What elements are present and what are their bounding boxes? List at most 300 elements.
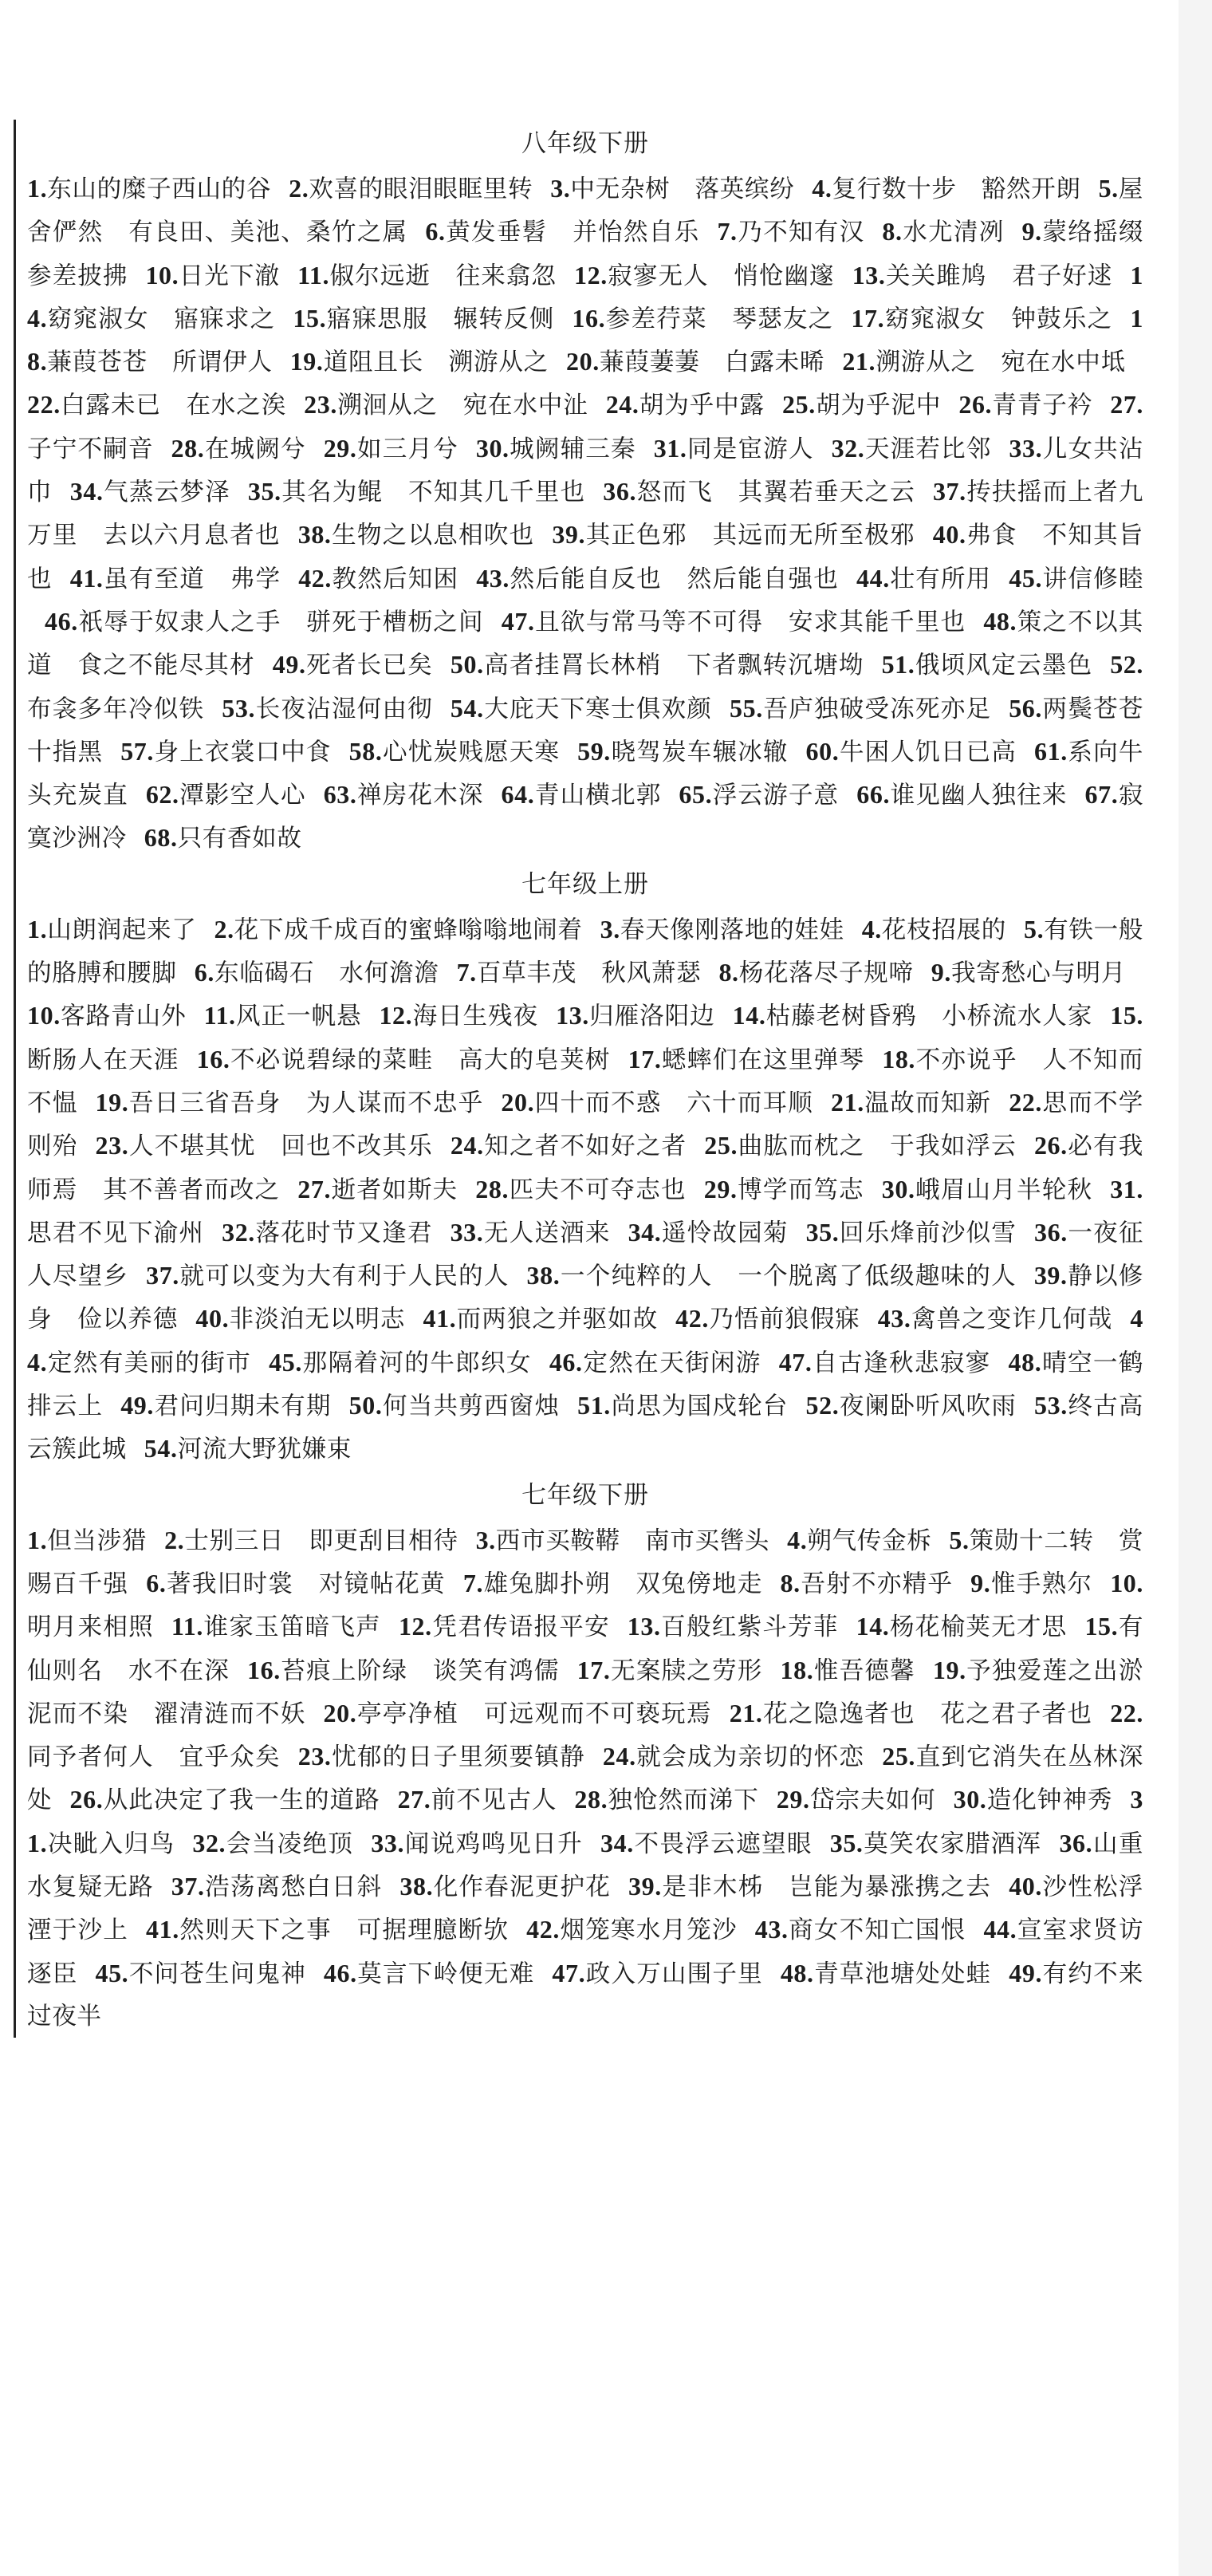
answer-item — [574, 262, 835, 290]
answer-item — [146, 1916, 509, 1944]
answer-text: 杨花榆荚无才思 — [889, 1613, 1068, 1642]
answer-text: 只有香如故 — [177, 825, 302, 853]
answer-text: 山重水复疑无路 — [27, 1830, 1144, 1901]
answer-item — [852, 262, 1113, 290]
answer-number: 37. — [146, 1261, 179, 1290]
answer-number: 49. — [120, 1391, 154, 1420]
answer-number: 12. — [398, 1612, 432, 1641]
answer-number: 25. — [782, 390, 816, 419]
answer-item — [463, 1570, 763, 1598]
answer-text: 逝者如斯夫 — [331, 1176, 458, 1204]
answer-text: 晴空一鹤排云上 — [27, 1349, 1143, 1421]
answer-text: 在城阙兮 — [204, 435, 306, 463]
answer-number: 35. — [247, 477, 281, 506]
answer-text: 不亦说乎 人不知而不愠 — [27, 1046, 1143, 1117]
answer-item — [556, 1002, 715, 1030]
answer-text: 山朗润起来了 — [47, 916, 197, 944]
answer-number: 25. — [704, 1131, 738, 1160]
answer-number: 24. — [602, 1742, 636, 1771]
answer-number: 51. — [577, 1391, 611, 1420]
answer-item — [781, 1657, 915, 1685]
answer-number: 5. — [1098, 174, 1119, 203]
answer-item — [501, 1089, 813, 1117]
answer-item — [197, 1046, 611, 1074]
answer-text: 参差荇菜 琴瑟友之 — [605, 305, 834, 333]
answer-item — [371, 1830, 583, 1858]
answer-number: 39. — [552, 520, 586, 549]
answer-text: 儿女共沾巾 — [27, 435, 1144, 507]
answer-text: 客路青山外 — [60, 1002, 187, 1031]
answer-item — [628, 1219, 789, 1247]
answer-number: 1. — [27, 174, 48, 203]
answer-number: 68. — [144, 823, 178, 853]
answer-item — [145, 262, 280, 290]
answer-text: 商女不知亡国恨 — [788, 1916, 966, 1945]
answer-text: 窈窕淑女 寤寐求之 — [47, 305, 276, 333]
answer-text: 且欲与常马等不可得 安求其能千里也 — [534, 608, 966, 636]
answer-text: 然则天下之事 可据理臆断欤 — [179, 1916, 510, 1945]
answer-number: 37. — [171, 1871, 205, 1900]
answer-number: 5. — [1023, 914, 1045, 943]
answer-item — [628, 1046, 865, 1074]
answer-number: 13. — [556, 1001, 589, 1030]
answer-text: 士别三日 即更刮目相待 — [184, 1526, 458, 1555]
answer-number: 15. — [293, 303, 327, 333]
answer-text: 不必说碧绿的菜畦 高大的皂荚树 — [230, 1046, 611, 1074]
answer-text: 予独爱莲之出淤泥而不染 濯清涟而不妖 — [27, 1656, 1143, 1728]
answer-text: 但当涉猎 — [47, 1526, 148, 1555]
answer-number: 9. — [931, 958, 951, 987]
answer-item — [171, 1873, 383, 1901]
answer-text: 会当凌绝顶 — [226, 1830, 354, 1858]
answer-item — [1009, 565, 1143, 593]
answer-number: 10. — [1110, 1568, 1144, 1597]
answer-number: 21. — [842, 347, 876, 376]
answer-number: 22. — [1009, 1087, 1042, 1117]
answer-text: 那隔着河的牛郎织女 — [301, 1349, 532, 1377]
answer-number: 42. — [675, 1304, 709, 1333]
answer-text: 死者长已矣 — [305, 652, 433, 680]
answer-text: 高者挂罥长林梢 下者飘转沉塘坳 — [483, 652, 864, 680]
answer-text: 气蒸云梦泽 — [103, 479, 230, 507]
answer-text: 尚思为国戍轮台 — [610, 1392, 789, 1421]
answer-number: 6. — [194, 958, 214, 987]
answer-item — [958, 392, 1092, 419]
answer-item — [675, 1306, 860, 1333]
answer-item — [954, 1786, 1113, 1814]
answer-item — [222, 1219, 432, 1247]
answer-item — [297, 1176, 458, 1204]
answer-number: 29. — [323, 433, 357, 463]
answer-number: 18. — [780, 1655, 814, 1684]
answer-text: 壮有所用 — [889, 565, 992, 593]
answer-item — [577, 736, 789, 766]
answer-item — [45, 606, 484, 636]
answer-item — [574, 1786, 758, 1814]
answer-number: 53. — [1034, 1391, 1068, 1420]
answer-number: 31. — [653, 433, 687, 463]
answer-text: 其正色邪 其远而无所至极邪 — [585, 522, 915, 550]
answer-number: 39. — [628, 1871, 662, 1900]
answer-item — [527, 1262, 1017, 1290]
answer-text: 政入万山围子里 — [585, 1960, 763, 1988]
answer-text: 断肠人在天涯 — [27, 1046, 179, 1074]
answer-number: 18. — [27, 303, 1143, 376]
answer-number: 18. — [882, 1044, 916, 1073]
answer-number: 26. — [1033, 1131, 1068, 1160]
answer-number: 9. — [1021, 217, 1042, 246]
answer-text: 河流大野犹嫌束 — [177, 1436, 352, 1464]
answer-item — [730, 1700, 1092, 1728]
answer-text: 不畏浮云遮望眼 — [633, 1830, 813, 1858]
answer-item — [812, 175, 1080, 203]
answer-item — [842, 349, 1126, 376]
answer-item — [805, 736, 1017, 766]
answer-text: 教然后知困 — [332, 565, 459, 593]
answer-item — [882, 652, 1093, 679]
answer-number: 41. — [423, 1304, 457, 1333]
answer-item — [603, 1743, 864, 1771]
answer-number: 23. — [304, 390, 337, 419]
answer-item — [298, 522, 535, 549]
answer-number: 25. — [882, 1742, 916, 1771]
answer-text: 抟扶摇而上者九万里 去以六月息者也 — [27, 479, 1144, 550]
answer-number: 19. — [95, 1087, 129, 1117]
answer-text: 花枝招展的 — [881, 916, 1006, 944]
answer-item — [293, 305, 554, 333]
answer-text: 西市买鞍鞯 南市买辔头 — [495, 1526, 770, 1555]
answer-text: 禅房花木深 — [356, 782, 484, 810]
answer-item — [120, 736, 332, 766]
answer-item — [572, 305, 833, 333]
answer-text: 乃悟前狼假寐 — [708, 1306, 860, 1334]
answer-item — [782, 392, 941, 419]
answer-number: 17. — [576, 1655, 611, 1684]
answer-number: 58. — [348, 736, 383, 766]
answer-text: 峨眉山月半轮秋 — [915, 1176, 1093, 1204]
answer-text: 必有我师焉 其不善者而改之 — [27, 1132, 1144, 1204]
answer-text: 浮云游子意 — [712, 782, 840, 810]
answer-text: 朔气传金柝 — [807, 1526, 932, 1555]
answer-item — [526, 1916, 738, 1944]
answer-text: 知之者不如好之者 — [483, 1132, 687, 1161]
answer-number: 30. — [881, 1174, 915, 1203]
answer-number: 45. — [1009, 563, 1043, 593]
answer-text: 有仙则名 水不在深 — [27, 1613, 1144, 1685]
answer-item — [297, 262, 557, 290]
answer-number: 26. — [69, 1785, 104, 1814]
answer-item — [171, 435, 306, 463]
answer-text: 我寄愁心与明月 — [950, 959, 1127, 988]
answer-number: 54. — [144, 1434, 178, 1463]
answer-text: 溯游从之 宛在水中坻 — [876, 349, 1127, 377]
answer-text: 虽有至道 弗学 — [103, 565, 281, 593]
answer-number: 46. — [549, 1347, 583, 1377]
answer-text: 子宁不嗣音 — [27, 435, 154, 463]
answer-item — [273, 652, 433, 679]
answer-number: 11. — [297, 260, 330, 290]
answer-number: 4. — [787, 1525, 808, 1554]
answer-text: 无案牍之劳形 — [610, 1656, 763, 1685]
answer-item — [195, 1306, 405, 1333]
answer-item — [851, 305, 1112, 333]
answer-item — [475, 1176, 686, 1204]
answer-text: 蒹葭萋萋 白露未晞 — [599, 349, 825, 377]
answer-text: 百般红紫斗芳菲 — [660, 1613, 839, 1642]
answer-number: 7. — [462, 1568, 484, 1597]
answer-text: 同予者何人 宜乎众矣 — [27, 1743, 281, 1772]
answer-number: 27. — [397, 1785, 431, 1814]
answer-item — [862, 916, 1006, 944]
answer-text: 讲信修睦 — [1042, 565, 1144, 593]
answer-text: 乃不知有汉 — [737, 219, 865, 247]
answer-number: 31. — [27, 1785, 1144, 1857]
answer-item — [549, 1349, 761, 1377]
answer-text: 惟手熟尔 — [990, 1570, 1093, 1598]
answer-text: 身上衣裳口中食 — [154, 738, 332, 766]
left-margin-rule — [14, 120, 16, 2038]
answer-text: 策之不以其道 食之不能尽其材 — [27, 608, 1143, 680]
answer-number: 27. — [297, 1174, 332, 1203]
answer-item — [423, 1306, 658, 1333]
answer-item — [146, 1570, 446, 1598]
answer-item — [120, 1392, 331, 1420]
answer-item — [324, 782, 484, 809]
answer-number: 20. — [501, 1087, 535, 1117]
answer-number: 66. — [856, 780, 891, 809]
answer-number: 67. — [1084, 780, 1119, 809]
answer-number: 15. — [1084, 1612, 1119, 1641]
answer-item — [451, 652, 864, 679]
answer-text: 东临碣石 水何澹澹 — [214, 959, 439, 988]
answer-number: 41. — [146, 1915, 179, 1944]
answer-number: 16. — [196, 1044, 230, 1073]
answer-item — [550, 175, 794, 203]
answer-number: 59. — [577, 736, 611, 766]
answer-number: 11. — [171, 1612, 203, 1641]
answer-item — [192, 1830, 353, 1858]
answer-number: 19. — [289, 347, 324, 376]
answer-item — [781, 1960, 991, 1988]
answer-number: 50. — [450, 650, 484, 679]
answer-item — [552, 522, 915, 549]
answer-text: 胡为乎中露 — [639, 392, 765, 420]
answer-text: 一个纯粹的人 一个脱离了低级趣味的人 — [560, 1262, 1017, 1291]
answer-number: 19. — [932, 1655, 966, 1684]
section-title: 七年级上册 — [521, 869, 649, 899]
answer-item — [451, 1132, 687, 1160]
answer-text: 闻说鸡鸣见日升 — [404, 1830, 584, 1858]
answer-item — [566, 349, 824, 376]
answer-item — [247, 1657, 560, 1685]
answer-number: 31. — [1110, 1174, 1144, 1203]
answer-number: 40. — [195, 1304, 230, 1333]
answer-number: 44. — [856, 563, 890, 593]
answer-number: 47. — [552, 1958, 586, 1987]
answer-number: 1. — [27, 1525, 48, 1554]
answer-text: 弗食 不知其旨也 — [27, 522, 1143, 593]
answer-item — [95, 1960, 305, 1988]
answer-number: 54. — [450, 693, 484, 723]
answer-number: 12. — [379, 1001, 413, 1030]
answer-item — [717, 219, 864, 246]
answer-text: 大庇天下寒士俱欢颜 — [483, 695, 713, 723]
answer-number: 33. — [371, 1828, 405, 1857]
answer-item — [27, 1002, 187, 1030]
answer-number: 39. — [1033, 1261, 1068, 1290]
answer-text: 定然在天街闲游 — [582, 1349, 761, 1377]
answer-number: 13. — [852, 260, 886, 290]
answer-number: 62. — [145, 780, 179, 809]
answer-number: 10. — [27, 1001, 61, 1030]
answer-number: 43. — [877, 1304, 911, 1333]
answer-number: 11. — [203, 1001, 236, 1030]
answer-number: 36. — [1059, 1828, 1093, 1857]
answer-text: 俄顷风定云墨色 — [915, 652, 1093, 680]
answer-text: 日光下澈 — [179, 262, 281, 290]
answer-text: 思君不见下渝州 — [27, 1219, 205, 1247]
answer-item — [96, 1132, 433, 1160]
answer-item — [831, 1089, 991, 1117]
answer-number: 1. — [27, 914, 48, 943]
answer-item — [222, 695, 433, 723]
answer-item — [204, 1002, 362, 1030]
answer-text: 莫笑农家腊酒浑 — [863, 1830, 1042, 1858]
answer-number: 33. — [1009, 433, 1043, 463]
answer-text: 何当共剪西窗烛 — [382, 1392, 561, 1421]
answer-text: 决眦入归鸟 — [47, 1830, 175, 1858]
answer-text: 造化钟神秀 — [986, 1786, 1113, 1815]
answer-number: 4. — [861, 914, 882, 943]
answer-item — [777, 1786, 936, 1814]
answer-item — [290, 349, 549, 376]
answer-number: 42. — [298, 563, 332, 593]
answer-item — [628, 1873, 991, 1901]
answer-text: 无人送酒来 — [483, 1219, 611, 1247]
answer-text: 惟吾德馨 — [813, 1656, 915, 1685]
answer-text: 岱宗夫如何 — [809, 1786, 936, 1815]
answer-text: 亭亭净植 可远观而不可亵玩焉 — [356, 1700, 712, 1728]
answer-number: 48. — [780, 1958, 814, 1987]
answer-item — [600, 1830, 813, 1858]
answer-number: 34. — [600, 1828, 634, 1857]
answer-number: 32. — [192, 1828, 226, 1857]
answer-number: 7. — [717, 217, 738, 246]
answer-item — [457, 959, 702, 987]
answer-text: 花之隐逸者也 花之君子者也 — [762, 1700, 1093, 1728]
answer-number: 47. — [501, 606, 535, 636]
answer-text: 化作春泥更护花 — [433, 1873, 612, 1901]
answer-text: 莫言下岭便无难 — [356, 1960, 535, 1988]
answer-number: 8. — [780, 1568, 801, 1597]
answer-item — [779, 1349, 991, 1377]
answer-item — [577, 1657, 763, 1685]
answer-number: 63. — [323, 780, 357, 809]
answer-item — [856, 782, 1067, 809]
answer-number: 53. — [222, 693, 256, 723]
answer-number: 29. — [703, 1174, 738, 1203]
answer-item — [806, 1392, 1017, 1420]
answer-number: 28. — [475, 1174, 510, 1203]
answer-text: 水尤清冽 — [902, 219, 1005, 247]
answer-number: 34. — [628, 1217, 662, 1247]
answer-text: 谁家玉笛暗飞声 — [203, 1613, 381, 1642]
answer-number: 51. — [881, 650, 915, 679]
answer-number: 38. — [399, 1871, 434, 1900]
answer-item — [324, 1700, 712, 1728]
answer-text: 潭影空人心 — [179, 782, 306, 810]
answer-text: 心忧炭贱愿天寒 — [382, 738, 561, 766]
answer-item — [603, 479, 915, 506]
answer-item — [27, 916, 196, 944]
answer-number: 45. — [269, 1347, 302, 1377]
answer-number: 46. — [45, 606, 78, 636]
answer-number: 60. — [805, 736, 840, 766]
answer-item — [577, 1392, 788, 1420]
answer-number: 16. — [572, 303, 606, 333]
answer-item — [832, 435, 992, 463]
answer-number: 24. — [450, 1131, 484, 1160]
answer-item — [195, 959, 439, 987]
answer-number: 22. — [27, 390, 61, 419]
answer-text: 归雁洛阳边 — [588, 1002, 715, 1031]
answer-number: 42. — [526, 1915, 560, 1944]
answer-number: 57. — [120, 736, 154, 766]
answer-item — [164, 1527, 458, 1555]
answer-text: 欢喜的眼泪眼眶里转 — [309, 175, 533, 203]
answer-text: 俶尔远逝 往来翕忽 — [329, 262, 557, 290]
answer-number: 8. — [718, 958, 739, 987]
answer-text: 遥怜故园菊 — [661, 1219, 789, 1247]
answer-text: 吾日三省吾身 为人谋而不忠乎 — [128, 1089, 484, 1117]
answer-text: 一夜征人尽望乡 — [27, 1219, 1144, 1291]
answer-text: 青山横北郭 — [534, 782, 662, 810]
answer-number: 50. — [348, 1391, 383, 1420]
answer-text: 黄发垂髫 并怡然自乐 — [445, 219, 700, 247]
answer-item — [856, 1613, 1068, 1641]
answer-number: 8. — [882, 217, 903, 246]
answer-item — [399, 1613, 610, 1641]
answer-item — [451, 1219, 611, 1247]
answer-item — [552, 1960, 762, 1988]
section-body — [27, 167, 1169, 861]
answer-text: 怒而飞 其翼若垂天之云 — [636, 479, 915, 507]
answer-text: 独怆然而涕下 — [608, 1786, 759, 1815]
answer-text: 从此决定了我一生的道路 — [103, 1786, 380, 1815]
answer-text: 有约不来过夜半 — [27, 1960, 1144, 2030]
answer-number: 47. — [778, 1347, 813, 1377]
answer-number: 38. — [526, 1261, 561, 1290]
answer-number: 52. — [805, 1391, 840, 1420]
answer-number: 24. — [605, 390, 639, 419]
answer-text: 就会成为亲切的怀恋 — [636, 1743, 865, 1772]
answer-number: 40. — [932, 520, 966, 549]
answer-number: 43. — [476, 563, 510, 593]
answer-number: 49. — [1009, 1958, 1043, 1987]
answer-number: 7. — [456, 958, 477, 987]
answer-item — [348, 736, 561, 766]
answer-text: 烟笼寒水月笼沙 — [559, 1916, 738, 1945]
answer-item — [96, 1089, 484, 1117]
answer-text: 四十而不惑 六十而耳顺 — [534, 1089, 814, 1117]
answer-text: 禽兽之变诈几何哉 — [911, 1306, 1113, 1334]
answer-text: 雄兔脚扑朔 双兔傍地走 — [483, 1570, 763, 1598]
answer-item — [733, 1002, 1093, 1030]
answer-item — [606, 392, 765, 419]
answer-item — [451, 695, 712, 723]
answer-item — [704, 1132, 1017, 1160]
answer-text: 有铁一般的胳膊和腰脚 — [27, 916, 1144, 988]
